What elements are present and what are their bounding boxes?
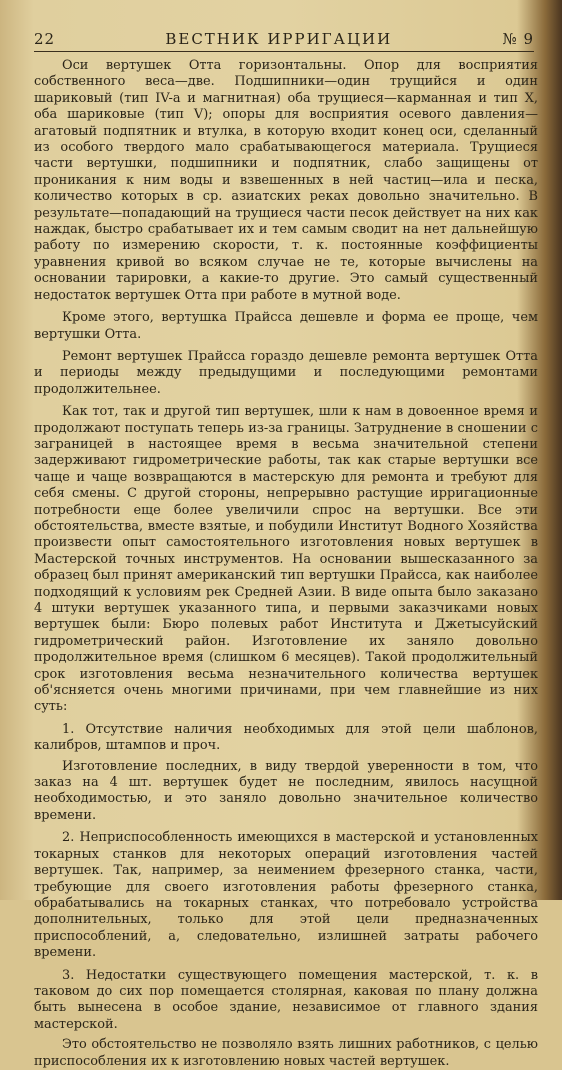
list-item: 1. Отсутствие наличия необходимых для этой цели шаблонов, калибров, штампов и проч. — [34, 721, 538, 754]
paragraph: Это обстоятельство не позволяло взять лишних работников, с целью приспособления их к изготовлению новых частей вертушек. — [34, 1037, 538, 1069]
paragraph: Ремонт вертушек Прайсса гораздо дешевле ремонта вертушек Отта и периоды между предыдущими и последующими ремонтами продолжительнее. — [34, 348, 538, 397]
paragraph: Кроме этого, вертушка Прайсса дешевле и форма ее проще, чем вертушки Отта. — [34, 310, 538, 342]
page-number: 22 — [34, 30, 56, 48]
paragraph: Как тот, так и другой тип вертушек, шли к нам в довоенное время и продолжают поступать теперь из-за границы. Затруднение в сношении с заграницей в настоящее время в весьма значительной степени задерживают гидрометрические работы, так как старые вертушки все чаще и чаще возвращаются в мастерскую для ремонта и требуют для себя смены. С другой стороны, непрерывно растущие ирригационные потребности еще более увеличили спрос на вертушки. Все эти обстоятельства, вместе взятые, и побудили Институт Водного Хозяйства произвести опыт самостоятельного изготовления новых вертушек в Мастерской точных инструментов. На основании вышесказанного за образец был принят американский тип вертушки Прайсса, как наиболее подходящий к условиям рек Средней Азии. В виде опыта было заказано 4 штуки вертушек указанного типа, и первыми заказчиками новых вертушек были: Бюро полевых работ Института и Джетысуйский гидрометрический район. Изготовление их заняло довольно продолжительное время (слишком 6 месяцев). Такой продолжительный срок изготовления весьма незначительного количества вертушек об'ясняется очень многими причинами, при чем главнейшие из них суть: — [34, 404, 538, 715]
paragraph: Изготовление последних, в виду твердой уверенности в том, что заказ на 4 шт. вертушек будет не последним, явилось насущной необходимостью, и это заняло довольно значительное количество времени. — [34, 758, 538, 823]
page-header — [34, 30, 534, 48]
list-item: 3. Недостатки существующего помещения мастерской, т. к. в таковом до сих пор помещается столярная, каковая по плану должна быть вынесена в особое здание, независимое от главного здания мастерской. — [34, 967, 538, 1032]
issue-number: № 9 — [502, 30, 534, 48]
header-rule — [34, 51, 534, 52]
article-body — [34, 58, 538, 1070]
paragraph: Оси вертушек Отта горизонтальны. Опор для восприятия собственного веса—две. Подшипники—один трущийся и один шариковый (тип IV-а и магнитная) оба трущиеся—карманная и тип X, оба шариковые (тип V); опоры для восприятия осевого давления—агатовый подпятник и втулка, в которую входит конец оси, сделанный из особого твердого мало срабатывающегося материала. Трущиеся части вертушки, подшипники и подпятник, слабо защищены от проникания к ним воды и взвешенных в ней частиц—ила и песка, количество которых в ср. азиатских реках довольно значительно. В результате—попадающий на трущиеся части песок действует на них как наждак, быстро срабатывает их и тем самым сводит на нет дальнейшую работу по измерению скорости, т. к. постоянные коэффициенты уравнения кривой во всяком случае не те, которые вычислены на основании тарировки, а какие-то другие. Это самый существенный недостаток вертушек Отта при работе в мутной воде. — [34, 58, 538, 303]
list-item: 2. Неприспособленность имеющихся в мастерской и установленных токарных станков для некоторых операций изготовления частей вертушек. Так, например, за неимением фрезерного станка, части, требующие для своего изготовления работы фрезерного станка, обрабатывались на токарных станках, что потребовало устройства дополнительных, только для этой цели предназначенных приспособлений, а, следовательно, излишней затраты рабочего времени. — [34, 830, 538, 961]
journal-title: ВЕСТНИК ИРРИГАЦИИ — [165, 30, 393, 48]
